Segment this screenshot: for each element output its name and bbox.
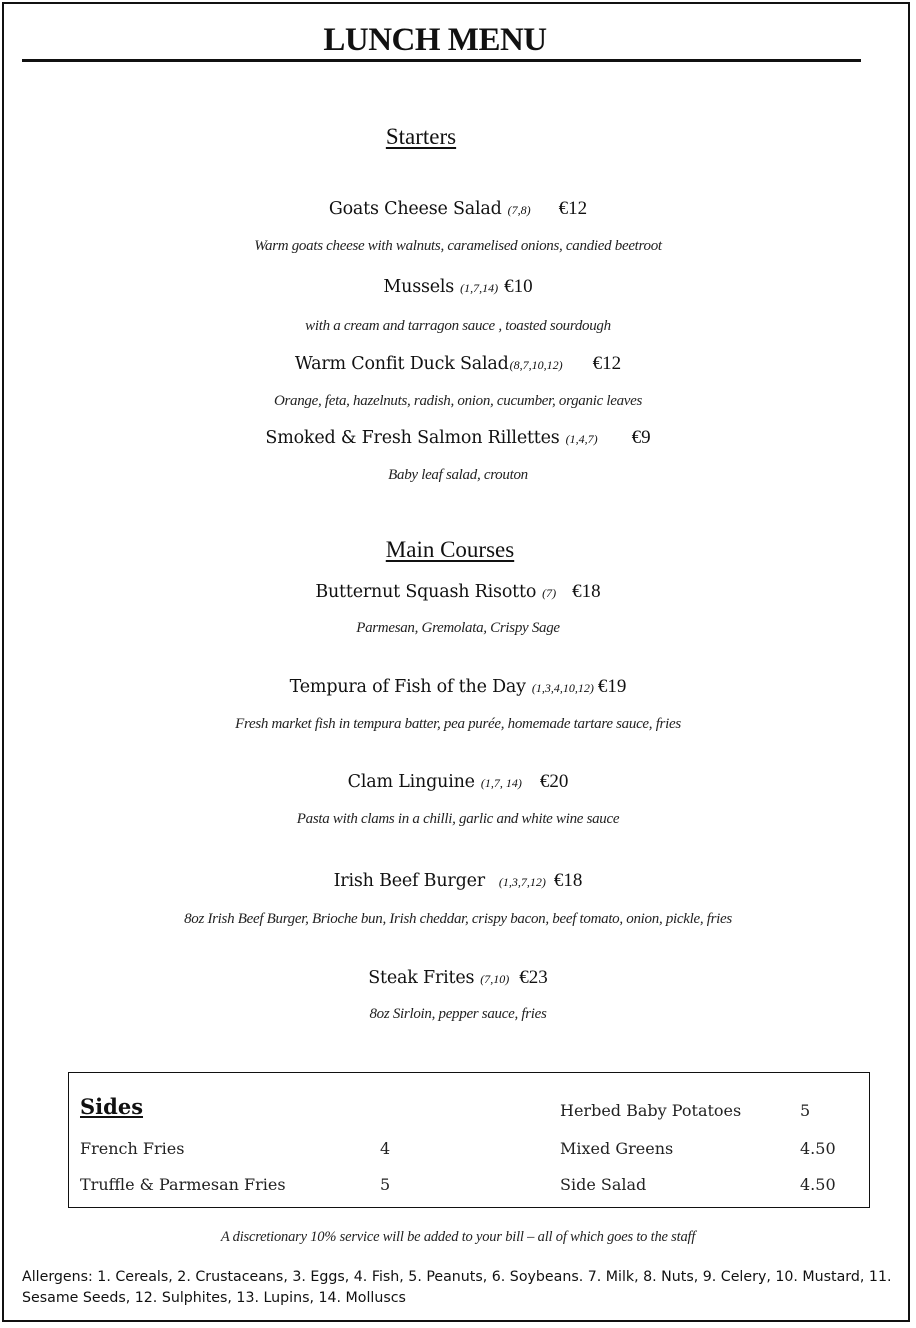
- service-charge-note: A discretionary 10% service will be added to your bill – all of which goes to the staff: [220, 1229, 696, 1245]
- mains-heading: Main Courses: [385, 537, 515, 562]
- item-name: Steak Frites: [368, 968, 475, 988]
- item-name: Irish Beef Burger: [333, 871, 485, 891]
- main-desc-tempura-fish: Fresh market fish in tempura batter, pea purée, homemade tartare sauce, fries: [235, 716, 681, 732]
- side-name-baby-potatoes: Herbed Baby Potatoes: [560, 1101, 742, 1120]
- item-price: €19: [597, 676, 627, 697]
- starters-heading: Starters: [385, 124, 457, 149]
- item-allergens: (1,7, 14): [480, 776, 522, 790]
- title-underline: [22, 59, 861, 62]
- main-item-clam-linguine: [0, 771, 916, 793]
- item-allergens: (1,3,7,12): [498, 875, 546, 889]
- starter-item-confit-duck-salad: [0, 353, 916, 375]
- side-name-truffle-fries: Truffle & Parmesan Fries: [80, 1175, 286, 1194]
- item-allergens: (7): [542, 586, 557, 600]
- item-name: Warm Confit Duck Salad: [294, 354, 509, 374]
- item-price: €12: [592, 353, 622, 374]
- starter-item-mussels: [0, 276, 916, 298]
- side-name-side-salad: Side Salad: [560, 1175, 647, 1194]
- item-price: €18: [553, 870, 583, 891]
- main-item-butternut-risotto: [0, 581, 916, 603]
- sides-heading: Sides: [80, 1094, 144, 1119]
- starter-desc-confit-duck-salad: Orange, feta, hazelnuts, radish, onion, cucumber, organic leaves: [273, 393, 643, 409]
- item-name: Mussels: [383, 277, 455, 297]
- item-allergens: (8,7,10,12): [509, 358, 563, 372]
- item-name: Smoked & Fresh Salmon Rillettes: [265, 428, 560, 448]
- item-price: €18: [572, 581, 601, 602]
- main-item-steak-frites: [0, 967, 916, 989]
- starter-desc-salmon-rillettes: Baby leaf salad, crouton: [388, 467, 528, 483]
- starter-item-salmon-rillettes: [0, 427, 916, 449]
- item-price: €9: [631, 427, 651, 448]
- main-desc-clam-linguine: Pasta with clams in a chilli, garlic and white wine sauce: [296, 811, 620, 827]
- side-price-truffle-fries: 5: [380, 1175, 391, 1194]
- item-price: €10: [504, 276, 533, 297]
- item-allergens: (7,8): [507, 203, 531, 217]
- item-price: €23: [519, 967, 548, 988]
- item-name: Butternut Squash Risotto: [315, 582, 537, 602]
- page-title: LUNCH MENU: [323, 22, 547, 58]
- item-name: Tempura of Fish of the Day: [289, 677, 526, 697]
- starter-desc-mussels: with a cream and tarragon sauce , toasted sourdough: [305, 318, 611, 334]
- item-price: €12: [558, 198, 588, 219]
- item-allergens: (1,3,4,10,12): [531, 681, 594, 695]
- side-price-side-salad: 4.50: [800, 1175, 836, 1194]
- main-desc-steak-frites: 8oz Sirloin, pepper sauce, fries: [369, 1006, 547, 1022]
- side-price-mixed-greens: 4.50: [800, 1139, 836, 1158]
- side-name-mixed-greens: Mixed Greens: [560, 1139, 674, 1158]
- main-desc-butternut-risotto: Parmesan, Gremolata, Crispy Sage: [356, 620, 560, 636]
- main-item-irish-beef-burger: [0, 870, 916, 892]
- allergen-key: Allergens: 1. Cereals, 2. Crustaceans, 3. Eggs, 4. Fish, 5. Peanuts, 6. Soybeans. 7. Milk, 8. Nuts, 9. Celery, 10. Mustard, 11. Sesame Seeds, 12. Sulphites, 13. Lupins, 14. Molluscs: [22, 1269, 892, 1306]
- starter-desc-goats-cheese-salad: Warm goats cheese with walnuts, caramelised onions, candied beetroot: [254, 238, 662, 254]
- side-name-french-fries: French Fries: [80, 1139, 185, 1158]
- item-name: Clam Linguine: [347, 772, 475, 792]
- side-price-french-fries: 4: [380, 1139, 391, 1158]
- item-allergens: (1,7,14): [460, 281, 499, 295]
- main-item-tempura-fish: [0, 676, 916, 698]
- item-allergens: (7,10): [480, 972, 510, 986]
- starter-item-goats-cheese-salad: [0, 198, 916, 220]
- item-name: Goats Cheese Salad: [328, 199, 502, 219]
- main-desc-irish-beef-burger: 8oz Irish Beef Burger, Brioche bun, Irish cheddar, crispy bacon, beef tomato, onion, pickle, fries: [184, 911, 732, 927]
- item-price: €20: [539, 771, 569, 792]
- side-price-baby-potatoes: 5: [800, 1101, 811, 1120]
- item-allergens: (1,4,7): [565, 432, 598, 446]
